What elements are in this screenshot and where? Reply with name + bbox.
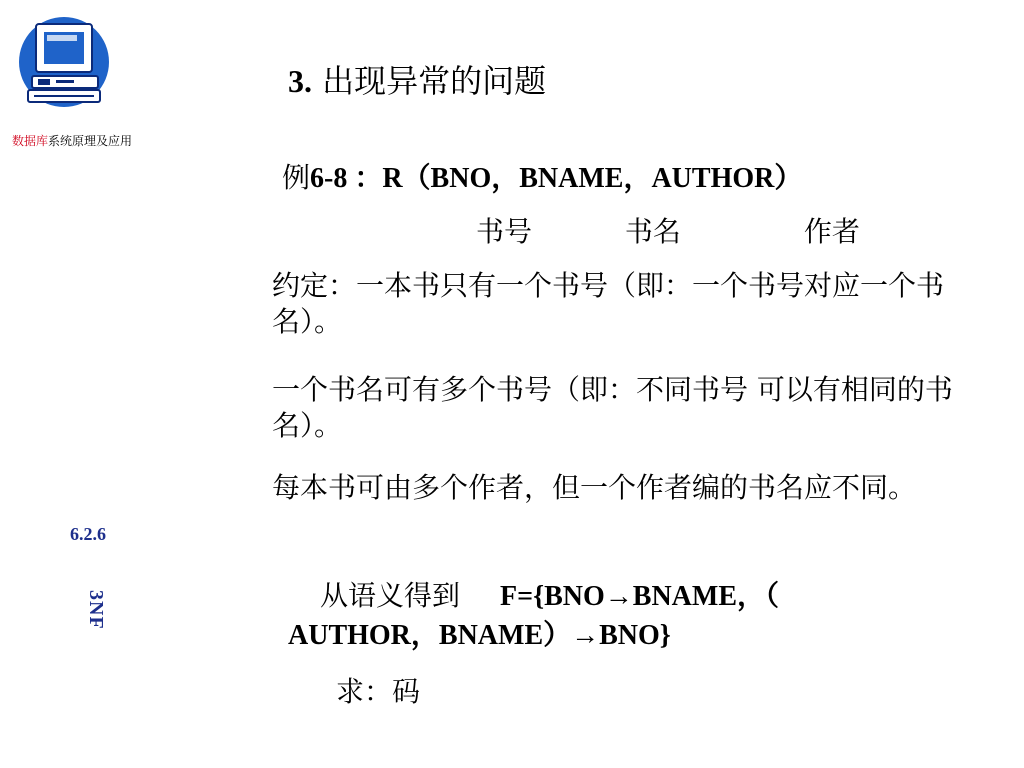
- field-labels: [476, 214, 1024, 250]
- paragraph-3: 每本书可由多个作者，但一个作者编的书名应不同。: [272, 471, 917, 504]
- page-title: [288, 56, 546, 102]
- dependency-formula-2: AUTHOR，BNAME）→BNO}: [288, 620, 671, 651]
- example-line: [282, 160, 982, 197]
- field-label-bname: 书名: [624, 215, 681, 248]
- course-name: [12, 132, 132, 149]
- dependency-line-1: [286, 578, 986, 615]
- dependency-label: 从语义得到: [320, 579, 461, 612]
- field-label-author: 作者: [803, 215, 860, 248]
- example-label: 6-8 ：R（BNO，BNAME，AUTHOR）: [310, 163, 803, 194]
- section-topic: 3NF: [85, 590, 107, 630]
- title-number: 3.: [288, 63, 312, 99]
- course-name-part2: 系统原理及应用: [48, 134, 133, 148]
- example-prefix: 例: [282, 161, 311, 194]
- question-text: 求：码: [336, 675, 421, 708]
- paragraph-2: 一个书名可有多个书号（即：不同书号 可以有相同的书名）。: [272, 373, 953, 443]
- field-label-bno: 书号: [476, 215, 533, 248]
- section-number: 6.2.6: [70, 524, 106, 544]
- paragraph-1: 约定：一本书只有一个书号（即：一个书号对应一个书名）。: [272, 269, 945, 339]
- dependency-formula-1: F={BNO→BNAME，（: [500, 581, 780, 612]
- course-name-part1: 数据库: [12, 134, 49, 148]
- title-text: 出现异常的问题: [312, 62, 547, 100]
- computer-logo-icon: [14, 14, 114, 114]
